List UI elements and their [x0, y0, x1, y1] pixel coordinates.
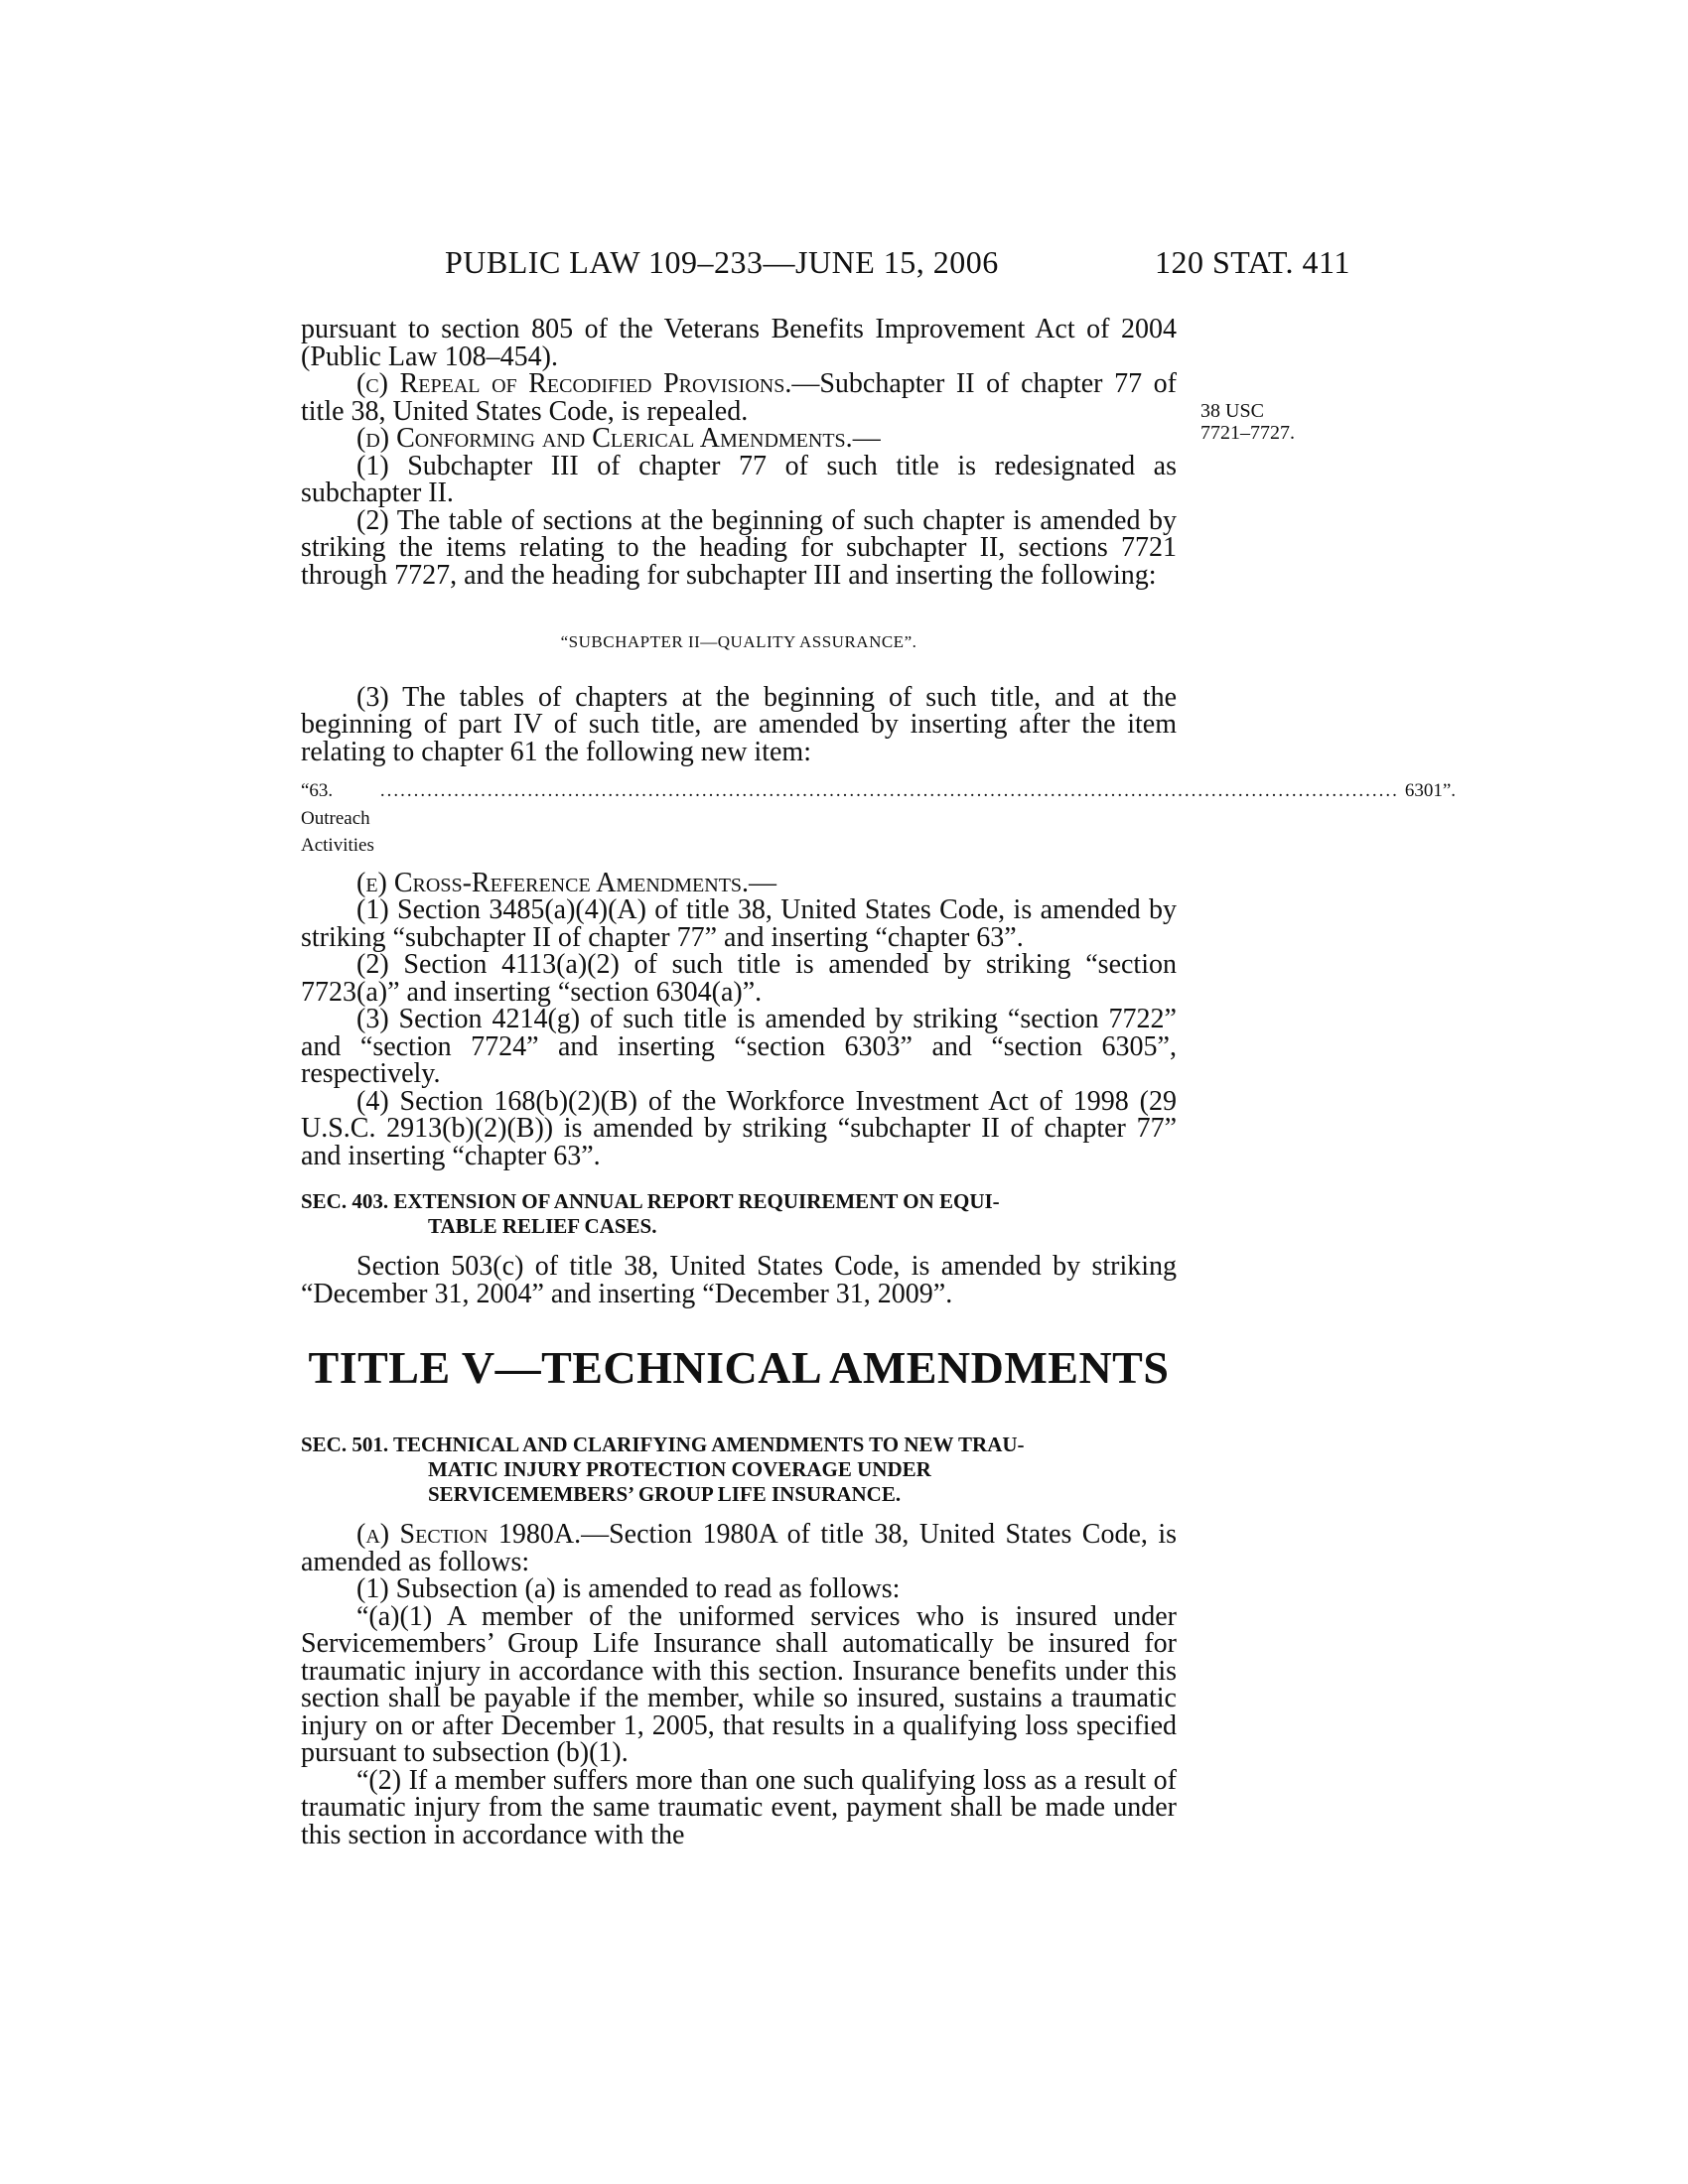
section-403-heading: [301, 1189, 1177, 1239]
table-of-chapters-item: [301, 777, 1457, 860]
paragraph-e1: (1) Section 3485(a)(4)(A) of title 38, United States Code, is amended by striking “subchapter II of chapter 77” and inserting “chapter 63”.: [301, 894, 1177, 953]
subsection-a-text: —Section 1980A of title 38, United States Code, is amended as follows:: [301, 1519, 1177, 1577]
toc-item-page: 6301”.: [1404, 780, 1457, 801]
subsection-a: [301, 1521, 1177, 1575]
paragraph-d2: (2) The table of sections at the beginning of such chapter is amended by striking the items relating to the heading for subchapter II, sections 7721 through 7727, and the heading for subchapter III and inserting the following:: [301, 504, 1177, 591]
subsection-d-dash: —: [852, 423, 881, 454]
running-header-page-number: 120 STAT. 411: [1155, 244, 1350, 280]
subchapter-heading: “SUBCHAPTER II—QUALITY ASSURANCE”.: [560, 632, 917, 651]
subsection-c-heading: (c) Repeal of Recodified Provisions.: [356, 368, 792, 399]
paragraph-e2: (2) Section 4113(a)(2) of such title is amended by striking “section 7723(a)” and inserting “section 6304(a)”.: [301, 949, 1177, 1008]
margin-citation-note: [1200, 400, 1295, 444]
paragraph-e4: (4) Section 168(b)(2)(B) of the Workforce Investment Act of 1998 (29 U.S.C. 2913(b)(2)(B)) is amended by striking “subchapter II of chapter 77” and inserting “chapter 63”.: [301, 1085, 1177, 1171]
subsection-a-heading: (a) Section 1980A.: [356, 1519, 582, 1550]
paragraph-a1: (1) Subsection (a) is amended to read as follows:: [356, 1573, 901, 1604]
subsection-d-heading: (d) Conforming and Clerical Amendments.: [356, 423, 853, 454]
subsection-c-text: —Subchapter II of chapter 77 of title 38, United States Code, is repealed.: [301, 368, 1177, 427]
quoted-paragraph-a2: “(2) If a member suffers more than one such qualifying loss as a result of traumatic injury from the same traumatic event, payment shall be made under this section in accordance with the: [301, 1764, 1177, 1850]
margin-note-line: 38 USC: [1200, 400, 1264, 422]
section-heading-line: MATIC INJURY PROTECTION COVERAGE UNDER: [428, 1457, 931, 1481]
subsection-e-heading: (e) Cross-Reference Amendments.: [356, 867, 750, 898]
running-header-title: PUBLIC LAW 109–233—JUNE 15, 2006: [445, 244, 999, 280]
toc-dot-leader: ........................................................................................................................................................: [379, 780, 1399, 801]
paragraph-d3: (3) The tables of chapters at the beginning of such title, and at the beginning of part IV of such title, are amended by inserting after the item relating to chapter 61 the following new item:: [301, 681, 1177, 767]
section-heading-line: SERVICEMEMBERS’ GROUP LIFE INSURANCE.: [428, 1482, 902, 1506]
subsection-e: [301, 867, 1177, 898]
section-heading-line: SEC. 501. TECHNICAL AND CLARIFYING AMENDMENTS TO NEW TRAU-: [301, 1433, 1025, 1456]
paragraph-e3: (3) Section 4214(g) of such title is amended by striking “section 7722” and “section 7724” and inserting “section 6303” and “section 6305”, respectively.: [301, 1004, 1177, 1089]
quoted-paragraph-a1: “(a)(1) A member of the uniformed services who is insured under Servicemembers’ Group Life Insurance shall automatically be insured for traumatic injury in accordance with this section. Insurance benefits under this section shall be payable if the member, while so insured, sustains a traumatic injury on or after December 1, 2005, that results in a qualifying loss specified pursuant to subsection (b)(1).: [301, 1600, 1177, 1768]
section-403-text: Section 503(c) of title 38, United States Code, is amended by striking “December 31, 2004” and inserting “December 31, 2009”.: [301, 1251, 1177, 1309]
section-heading-line: SEC. 403. EXTENSION OF ANNUAL REPORT REQUIREMENT ON EQUI-: [301, 1189, 1000, 1213]
subsection-d: [301, 425, 1177, 453]
paragraph: pursuant to section 805 of the Veterans Benefits Improvement Act of 2004 (Public Law 108–454).: [301, 314, 1177, 372]
title-heading: TITLE V—TECHNICAL AMENDMENTS: [308, 1342, 1170, 1393]
toc-item-label: “63. Outreach Activities: [301, 780, 374, 856]
section-heading-line: TABLE RELIEF CASES.: [428, 1214, 657, 1238]
paragraph-d1: (1) Subchapter III of chapter 77 of such title is redesignated as subchapter II.: [301, 450, 1177, 508]
subsection-c: [301, 370, 1177, 425]
margin-note-line: 7721–7727.: [1200, 422, 1295, 444]
subsection-e-dash: —: [749, 867, 777, 898]
section-501-heading: [301, 1433, 1177, 1507]
